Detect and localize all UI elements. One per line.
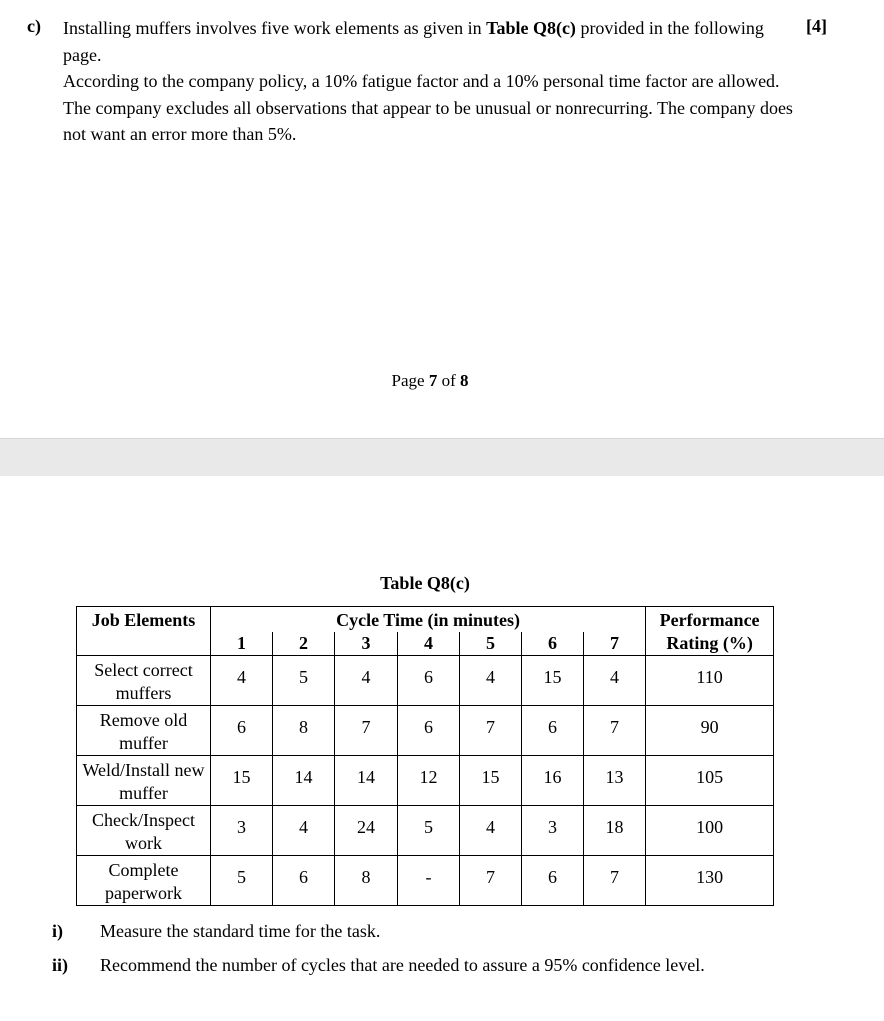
page-total: 8 <box>459 371 469 390</box>
cycle-time-cell: 15 <box>522 656 584 706</box>
cycle-number: 2 <box>273 632 335 656</box>
page-number: Page 7 of 8 <box>391 371 469 390</box>
cycle-number: 5 <box>460 632 522 656</box>
cycle-time-cell: 24 <box>335 806 398 856</box>
cycle-time-cell: 4 <box>273 806 335 856</box>
subquestion-1 <box>52 921 380 942</box>
cycle-time-cell: 14 <box>335 756 398 806</box>
table-row <box>77 756 774 806</box>
header-performance-rating: Performance Rating (%) <box>646 607 774 656</box>
header-job-elements: Job Elements <box>77 607 211 656</box>
performance-rating-cell: 110 <box>646 656 774 706</box>
question-paragraph-1 <box>63 15 803 68</box>
cycle-time-cell: 15 <box>460 756 522 806</box>
cycle-time-cell: 16 <box>522 756 584 806</box>
cycle-time-cell: 7 <box>460 856 522 906</box>
job-element: Select correct muffers <box>77 656 211 706</box>
subquestion-text: Recommend the number of cycles that are needed to assure a 95% confidence level. <box>100 955 705 975</box>
table-reference: Table Q8(c) <box>486 18 576 38</box>
cycle-time-cell: 3 <box>211 806 273 856</box>
cycle-time-table <box>76 606 774 906</box>
page-current: 7 <box>428 371 438 390</box>
job-element: Weld/Install new muffer <box>77 756 211 806</box>
table-row <box>77 656 774 706</box>
table-title: Table Q8(c) <box>380 573 470 593</box>
header-cycle-time: Cycle Time (in minutes) <box>211 607 646 633</box>
cycle-time-cell: 4 <box>584 656 646 706</box>
question-text-part-b: provided in the following page. <box>63 18 764 65</box>
cycle-time-cell: 5 <box>211 856 273 906</box>
job-element: Complete paperwork <box>77 856 211 906</box>
job-element: Check/Inspect work <box>77 806 211 856</box>
cycle-time-cell: 4 <box>460 656 522 706</box>
cycle-number: 4 <box>398 632 460 656</box>
cycle-time-cell: 12 <box>398 756 460 806</box>
cycle-time-cell: 4 <box>211 656 273 706</box>
cycle-time-cell: 6 <box>522 706 584 756</box>
cycle-number: 1 <box>211 632 273 656</box>
cycle-time-cell: 8 <box>273 706 335 756</box>
cycle-time-cell: 7 <box>460 706 522 756</box>
cycle-time-cell: 4 <box>460 806 522 856</box>
cycle-time-cell: 7 <box>335 706 398 756</box>
table-row <box>77 856 774 906</box>
table-row <box>77 806 774 856</box>
subquestion-text: Measure the standard time for the task. <box>100 921 381 941</box>
subquestion-number: ii) <box>52 955 68 975</box>
cycle-number: 3 <box>335 632 398 656</box>
cycle-time-cell: 14 <box>273 756 335 806</box>
cycle-time-cell: - <box>398 856 460 906</box>
table-row <box>77 706 774 756</box>
cycle-time-cell: 3 <box>522 806 584 856</box>
cycle-time-cell: 7 <box>584 856 646 906</box>
subquestion-number: i) <box>52 921 63 941</box>
page-separator <box>0 438 884 477</box>
cycle-time-cell: 5 <box>273 656 335 706</box>
cycle-time-cell: 7 <box>584 706 646 756</box>
cycle-time-cell: 6 <box>522 856 584 906</box>
cycle-time-cell: 18 <box>584 806 646 856</box>
cycle-number: 6 <box>522 632 584 656</box>
subquestion-2 <box>52 955 705 976</box>
job-element: Remove old muffer <box>77 706 211 756</box>
cycle-time-cell: 13 <box>584 756 646 806</box>
cycle-time-cell: 6 <box>211 706 273 756</box>
performance-rating-cell: 105 <box>646 756 774 806</box>
question-paragraph-2: According to the company policy, a 10% fatigue factor and a 10% personal time factor are allowed. The company excludes all observations that appear to be unusual or nonrecurring. The company does not want an error more than 5%. <box>63 71 793 144</box>
cycle-time-cell: 15 <box>211 756 273 806</box>
cycle-number: 7 <box>584 632 646 656</box>
performance-rating-cell: 130 <box>646 856 774 906</box>
question-label: c) <box>27 16 41 36</box>
cycle-time-cell: 8 <box>335 856 398 906</box>
performance-rating-cell: 90 <box>646 706 774 756</box>
question-marks: [4] <box>806 16 827 36</box>
cycle-time-cell: 5 <box>398 806 460 856</box>
cycle-time-cell: 4 <box>335 656 398 706</box>
cycle-time-cell: 6 <box>398 656 460 706</box>
cycle-time-cell: 6 <box>273 856 335 906</box>
cycle-time-cell: 6 <box>398 706 460 756</box>
performance-rating-cell: 100 <box>646 806 774 856</box>
question-text-part-a: Installing muffers involves five work elements as given in <box>63 18 487 38</box>
